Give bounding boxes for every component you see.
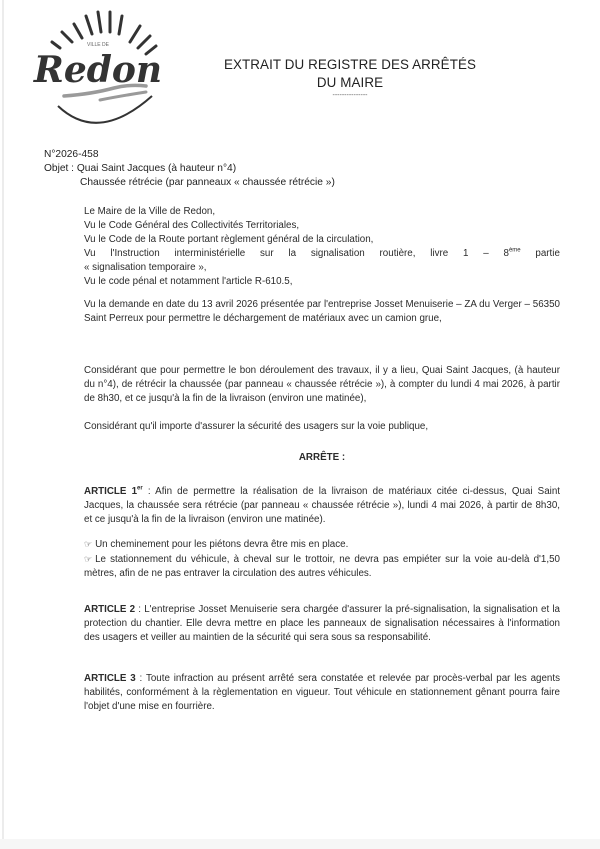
article-2 xyxy=(84,603,560,645)
vu-instr-word: signalisation xyxy=(310,248,365,259)
pointing-hand-icon: ☞ xyxy=(84,554,93,564)
article-3-separator: : xyxy=(135,673,146,684)
considerant-paragraph-1: Considérant que pour permettre le bon déroulement des travaux, il y a lieu, Quai Saint Jacques, (à hauteur du n°4), de rétrécir la chaussée (par panneau « chaussée rétrécie »), à compter du lundi 4 mai 2026, à partir de 8h30, et ce jusqu'à la fin de la livraison (environ une matinée), xyxy=(84,365,560,404)
bullet-item xyxy=(84,552,560,581)
vu-instr-word: l'Instruction xyxy=(110,248,160,259)
logo-wave-icon xyxy=(100,92,146,100)
decree-number: N°2026-458 xyxy=(44,149,99,160)
preamble-mayor: Le Maire de la Ville de Redon, xyxy=(84,206,216,217)
scan-left-edge xyxy=(2,0,4,849)
vu-instr-word: sur xyxy=(260,248,274,259)
article-1-bullets xyxy=(84,537,560,581)
scan-bottom-edge xyxy=(0,839,600,849)
preamble-vu-instruction xyxy=(84,247,560,261)
preamble xyxy=(84,205,560,289)
article-1-separator: : xyxy=(142,486,156,497)
demande-paragraph: Vu la demande en date du 13 avril 2026 présentée par l'entreprise Josset Menuiserie – ZA du Verger – 56350 Saint Perreux pour permettre le déchargement de matériaux avec un camion grue, xyxy=(84,299,560,324)
logo-small-text: VILLE DE xyxy=(87,42,109,48)
arrete-heading: ARRÊTE : xyxy=(298,452,346,463)
vu-instr-word: routière, xyxy=(379,248,416,259)
vu-instr-sup: ème xyxy=(508,247,521,254)
article-3-label: ARTICLE 3 xyxy=(84,673,136,684)
vu-instr-word: 8 xyxy=(503,248,509,259)
article-1 xyxy=(84,485,560,527)
vu-instr-word: Vu xyxy=(84,248,96,259)
bullet-text: Un cheminement pour les piétons devra être mis en place. xyxy=(95,539,349,550)
article-1-sup: er xyxy=(137,485,143,492)
bullet-text: Le stationnement du véhicule, à cheval sur le trottoir, ne devra pas empiéter sur la voie au-delà d'1,50 mètres, afin de ne pas entraver la circulation des autres véhicules. xyxy=(84,554,560,579)
article-2-separator: : xyxy=(135,604,145,615)
preamble-vu-route: Vu le Code de la Route portant règlement général de la circulation, xyxy=(84,234,374,245)
vu-instr-word: la xyxy=(288,248,297,259)
decree-object xyxy=(44,162,335,190)
bullet-item xyxy=(84,537,560,552)
pointing-hand-icon: ☞ xyxy=(84,539,93,549)
preamble-vu-cgct: Vu le Code Général des Collectivités Territoriales, xyxy=(84,220,300,231)
vu-instr-word: – xyxy=(483,248,489,259)
header-title-line2: DU MAIRE xyxy=(316,75,384,90)
article-1-label-text: ARTICLE 1 xyxy=(84,486,138,497)
header-title-line1: EXTRAIT DU REGISTRE DES ARRÊTÉS xyxy=(223,57,477,72)
objet-line2: Chaussée rétrécie (par panneaux « chaussée rétrécie ») xyxy=(80,177,335,188)
vu-instr-word: interministérielle xyxy=(174,248,246,259)
redon-city-logo-icon xyxy=(22,4,174,128)
article-2-label: ARTICLE 2 xyxy=(84,604,136,615)
vu-instr-word: 1 xyxy=(463,248,469,259)
considerant-paragraph-2: Considérant qu'il importe d'assurer la sécurité des usagers sur la voie publique, xyxy=(84,421,429,432)
article-1-label xyxy=(84,486,143,497)
article-2-text: L'entreprise Josset Menuiserie sera chargée d'assurer la pré-signalisation, la signalisation et la protection du chantier. Elle devra mettre en place les panneaux de signalisation nécessaires à l'information des usagers et veiller au maintien de la sécurité qui sera sous sa responsabilité. xyxy=(84,604,561,643)
objet-label: Objet : xyxy=(44,163,75,174)
preamble-vu-instruction-line2: « signalisation temporaire », xyxy=(84,262,207,273)
vu-instr-ordinal xyxy=(503,247,520,261)
document-header xyxy=(220,56,480,100)
vu-instr-word: livre xyxy=(430,248,449,259)
objet-line1: Quai Saint Jacques (à hauteur n°4) xyxy=(76,163,237,174)
article-3-text: Toute infraction au présent arrêté sera constatée et relevée par procès-verbal par les agents habilités, conformément à la règlementation en vigueur. Tout véhicule en stationnement gênant pourra faire l'objet d'une mise en fourrière. xyxy=(84,673,560,712)
article-1-text: Afin de permettre la réalisation de la livraison de matériaux citée ci-dessus, Quai Saint Jacques, la chaussée sera rétrécie (par panneau « chaussée rétrécie »), lundi 4 mai 2026, à partir de 8h30, et ce jusqu'à la fin de la livraison (environ une matinée). xyxy=(84,486,561,525)
preamble-vu-penal: Vu le code pénal et notamment l'article R-610.5, xyxy=(84,276,293,287)
article-3 xyxy=(84,672,560,714)
logo-graphic xyxy=(22,4,174,128)
logo-brand-text: Redon xyxy=(33,49,163,91)
header-separator: --------------- xyxy=(332,92,368,99)
vu-instr-word: partie xyxy=(535,248,560,259)
